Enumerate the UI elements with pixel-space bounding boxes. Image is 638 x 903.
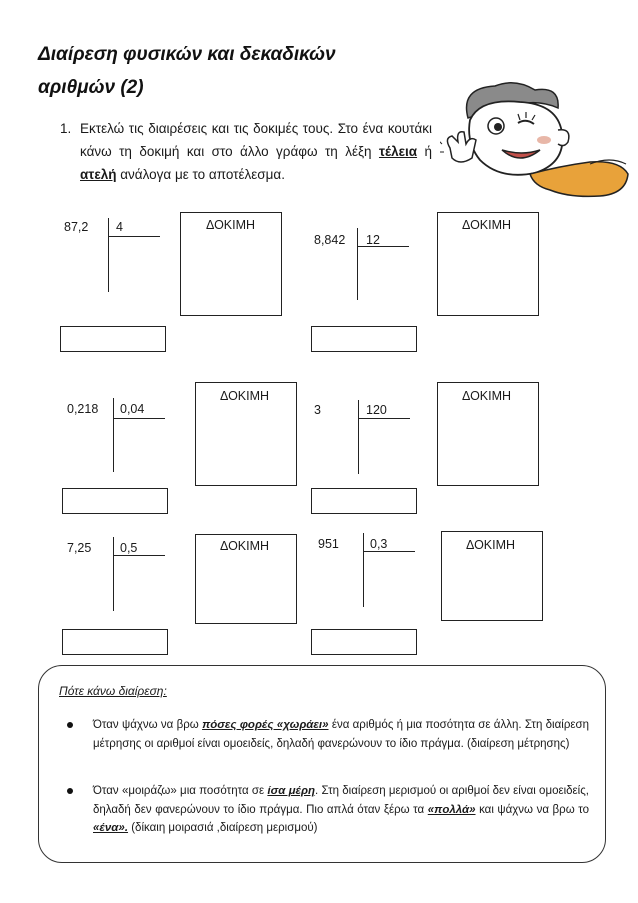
proof-label: ΔΟΚΙΜΗ: [206, 218, 256, 232]
answer-box[interactable]: [60, 326, 166, 352]
bullet1-emphasis: πόσες φορές «χωράει»: [202, 719, 329, 731]
division-bar-horizontal: [113, 555, 165, 556]
bullet2-mid1: . Στη διαίρεση μερισμού οι αριθμοί δεν είναι ομοειδείς, δηλαδή δεν φανερώνουν το ίδιο πράγμα. Πιο απλά όταν ξέρω τα: [93, 785, 589, 816]
bullet2-mid2: και ψάχνω να βρω το: [475, 803, 589, 816]
division-bar-vertical: [113, 398, 114, 472]
bullet-text: [93, 716, 589, 753]
exercise-instruction: [60, 117, 432, 186]
instruction-part2: ανάλογα με το αποτέλεσμα.: [116, 167, 285, 182]
proof-label: ΔΟΚΙΜΗ: [220, 389, 270, 403]
proof-label: ΔΟΚΙΜΗ: [466, 538, 516, 552]
bullet2-emphasis-equal-parts: ίσα μέρη: [267, 785, 316, 797]
bullet2-emphasis-one: «ένα».: [93, 822, 129, 834]
page-title: [38, 38, 418, 104]
answer-box[interactable]: [311, 629, 417, 655]
exercise-number: 1.: [60, 121, 72, 136]
division-bar-horizontal: [357, 246, 409, 247]
info-bullet-measurement: [67, 716, 589, 753]
dividend-1: 87,2: [64, 220, 89, 234]
divisor-6: 0,3: [370, 537, 388, 551]
dividend-2: 8,842: [314, 233, 346, 247]
proof-label: ΔΟΚΙΜΗ: [462, 389, 512, 403]
divisor-3: 0,04: [120, 402, 145, 416]
word-perfect: τέλεια: [378, 144, 418, 159]
division-bar-vertical: [357, 228, 358, 300]
instruction-or: ή: [417, 144, 432, 159]
divisor-4: 120: [366, 403, 387, 417]
division-bar-vertical: [358, 400, 359, 474]
divisor-5: 0,5: [120, 541, 138, 555]
dividend-6: 951: [318, 537, 339, 551]
answer-box[interactable]: [311, 326, 417, 352]
divisor-2: 12: [366, 233, 380, 247]
dividend-4: 3: [314, 403, 321, 417]
division-bar-horizontal: [358, 418, 410, 419]
answer-box[interactable]: [62, 629, 168, 655]
proof-label: ΔΟΚΙΜΗ: [220, 539, 270, 553]
division-bar-vertical: [363, 533, 364, 607]
bullet2-pre: Όταν «μοιράζω» μια ποσότητα σε: [93, 785, 268, 797]
division-bar-horizontal: [363, 551, 415, 552]
bullet-dot: [67, 722, 73, 728]
winking-child-icon: [440, 78, 630, 208]
bullet-dot: [67, 788, 73, 794]
info-panel: [38, 665, 606, 863]
page-title-line1: Διαίρεση φυσικών και δεκαδικών: [38, 44, 336, 65]
bullet1-post: ένα αριθμός ή μια ποσότητα σε άλλη. Στη διαίρεση μέτρησης οι αριθμοί είναι ομοειδείς, δηλαδή φανερώνουν το ίδιο πράγμα. (διαίρεση μέτρησης): [93, 719, 589, 750]
page-title-line2: αριθμών (2): [38, 77, 144, 98]
info-bullet-partition: [67, 782, 589, 838]
bullet2-emphasis-many: «πολλά»: [427, 803, 476, 816]
bullet2-post: (δίκαιη μοιρασιά ,διαίρεση μερισμού): [128, 822, 318, 834]
division-bar-horizontal: [113, 418, 165, 419]
division-bar-horizontal: [108, 236, 160, 237]
info-title: Πότε κάνω διαίρεση:: [59, 684, 167, 698]
answer-box[interactable]: [311, 488, 417, 514]
division-bar-vertical: [108, 218, 109, 292]
dividend-5: 7,25: [67, 541, 92, 555]
division-bar-vertical: [113, 537, 114, 611]
bullet1-pre: Όταν ψάχνω να βρω: [93, 719, 203, 731]
bullet-text: [93, 782, 589, 838]
instruction-part1: Εκτελώ τις διαιρέσεις και τις δοκιμές τους. Στο ένα κουτάκι κάνω τη δοκιμή και στο άλλο γράφω τη λέξη: [80, 121, 432, 159]
answer-box[interactable]: [62, 488, 168, 514]
divisor-1: 4: [116, 220, 123, 234]
dividend-3: 0,218: [67, 402, 99, 416]
proof-label: ΔΟΚΙΜΗ: [462, 218, 512, 232]
instruction-text: [80, 117, 432, 186]
word-imperfect: ατελή: [80, 167, 117, 182]
